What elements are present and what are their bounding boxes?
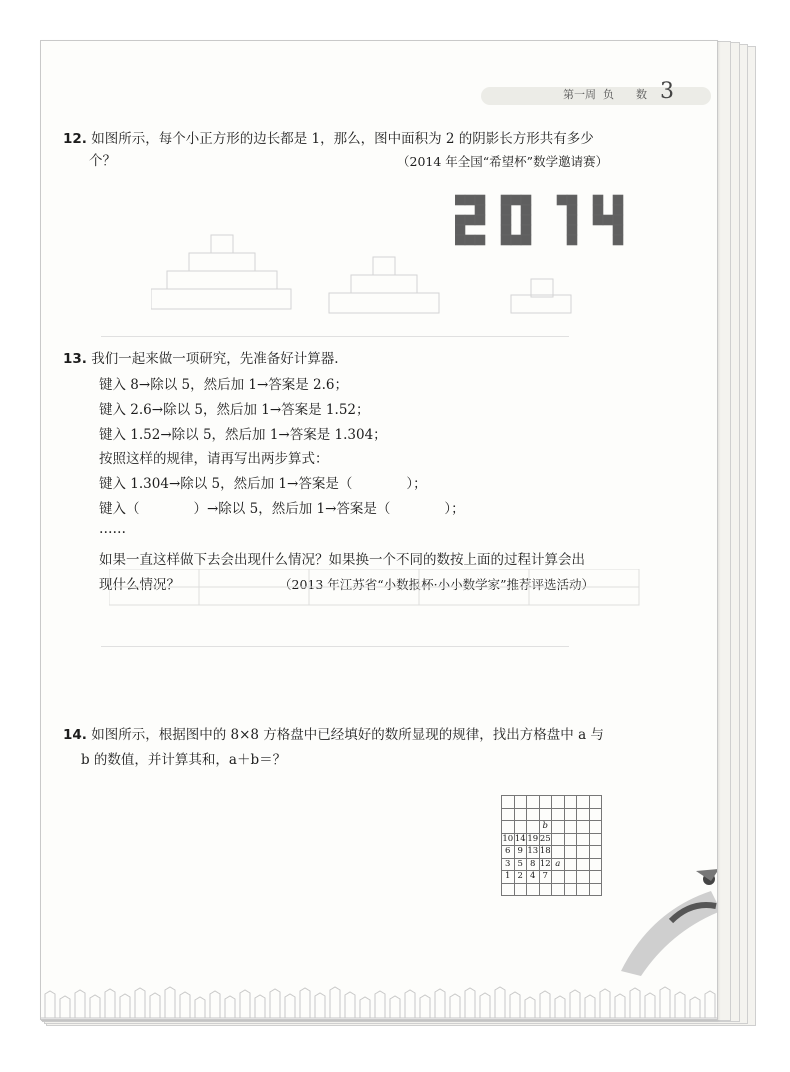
grid-row <box>502 796 602 809</box>
grid-cell <box>539 883 552 896</box>
figure-2014-cell <box>521 235 531 245</box>
fence-picket <box>45 991 55 1018</box>
q13-question-1: 如果一直这样做下去会出现什么情况？如果换一个不同的数按上面的过程计算会出 <box>99 552 585 568</box>
fence-picket <box>465 988 475 1018</box>
grid-cell <box>552 846 565 859</box>
fence-picket <box>495 987 505 1018</box>
fence-picket <box>105 989 115 1018</box>
q13-source: （2013 年江苏省“小数报杯·小小数学家”推荐评选活动） <box>279 577 595 592</box>
figure-2014-cell <box>455 235 465 245</box>
grid-cell <box>527 821 540 834</box>
header-topic: 负 数 <box>603 88 647 101</box>
fence-picket <box>270 989 280 1018</box>
grid-cell: 18 <box>539 846 551 857</box>
fence-picket <box>630 988 640 1018</box>
grid-cell <box>539 796 552 809</box>
figure-2014-cell <box>593 205 603 215</box>
figure-2014-cell <box>567 195 577 205</box>
grid-cell <box>564 808 577 821</box>
q13-step: 按照这样的规律，请再写出两步算式： <box>99 451 329 467</box>
bleed-through-text: ―――――――――――――――――――――――――――――――――――― <box>101 329 569 344</box>
figure-2014-cell <box>593 195 603 205</box>
figure-2014-cell <box>613 215 623 225</box>
grid-cell <box>564 846 577 859</box>
figure-2014-cell <box>613 195 623 205</box>
q13-question-2: 现什么情况？ <box>99 577 180 593</box>
q13-number: 13. <box>63 351 87 367</box>
grid-cell: 1 <box>502 871 515 884</box>
grid-cell: 19 <box>527 833 539 844</box>
figure-2014-cell <box>603 215 613 225</box>
figure-2014-cell <box>475 215 485 225</box>
figure-2014-cell <box>475 205 485 215</box>
q13-step-blank: 键入（ ）→除以 5，然后加 1→答案是（ ）； <box>99 501 465 517</box>
grid-cell: 13 <box>527 846 539 857</box>
q13-step: 键入 1.52→除以 5，然后加 1→答案是 1.304； <box>99 427 387 443</box>
fence-picket <box>690 997 700 1018</box>
grid-cell <box>564 796 577 809</box>
fence-picket <box>405 990 415 1018</box>
grid-cell: 2 <box>514 871 527 884</box>
header-chapter: 第一周 <box>563 88 596 101</box>
grid-row <box>502 833 602 846</box>
fence-picket <box>120 994 130 1018</box>
grid-cell <box>589 833 602 846</box>
fence-picket <box>450 994 460 1018</box>
q13-ellipsis: …… <box>99 521 126 537</box>
grid-cell: 25 <box>539 833 551 844</box>
figure-2014-cell <box>465 195 475 205</box>
number-grid-8x8 <box>501 795 602 896</box>
grid-row <box>502 808 602 821</box>
grid-cell <box>589 821 602 834</box>
figure-2014-cell <box>521 195 531 205</box>
grid-cell <box>564 821 577 834</box>
fence-picket <box>165 987 175 1018</box>
fence-picket <box>255 995 265 1018</box>
figure-2014-cell <box>455 195 465 205</box>
grid-cell <box>577 883 590 896</box>
fence-picket <box>585 995 595 1018</box>
grid-cell <box>577 858 590 871</box>
fence-picket <box>375 991 385 1018</box>
figure-2014-cell <box>455 215 465 225</box>
grid-cell <box>514 883 527 896</box>
grid-cell <box>527 796 540 809</box>
fence-picket <box>90 995 100 1018</box>
grid-cell: 9 <box>514 846 527 859</box>
q13-step: 键入 8→除以 5，然后加 1→答案是 2.6； <box>99 377 349 393</box>
grid-cell: a <box>552 858 565 871</box>
figure-2014-cell <box>511 195 521 205</box>
grid-cell <box>589 858 602 871</box>
grid-cell <box>552 821 565 834</box>
fence-picket <box>180 992 190 1018</box>
grid-cell <box>502 796 515 809</box>
grid-cell: 6 <box>502 846 515 859</box>
fence-picket <box>195 997 205 1018</box>
fence-picket <box>75 990 85 1018</box>
grid-row <box>502 883 602 896</box>
figure-2014-cell <box>475 235 485 245</box>
fence-picket <box>615 994 625 1018</box>
fence-picket <box>390 996 400 1018</box>
grid-cell <box>564 871 577 884</box>
figure-2014-cell <box>567 205 577 215</box>
grid-cell <box>552 883 565 896</box>
grid-cell <box>552 871 565 884</box>
grid-cell <box>552 796 565 809</box>
fence-picket <box>210 991 220 1018</box>
fence-picket <box>525 997 535 1018</box>
grid-cell <box>514 821 527 834</box>
grid-cell <box>514 808 527 821</box>
grid-cell: 10 <box>502 833 514 844</box>
grid-cell <box>577 846 590 859</box>
fence-picket <box>60 996 70 1018</box>
fence-picket <box>135 988 145 1018</box>
figure-2014-cell <box>613 205 623 215</box>
grid-cell <box>577 833 590 846</box>
q13-step: 键入 2.6→除以 5，然后加 1→答案是 1.52； <box>99 402 370 418</box>
fence-picket <box>315 993 325 1018</box>
q14-text-line1 <box>63 723 604 743</box>
figure-2014-cell <box>567 235 577 245</box>
figure-2014-cell <box>567 215 577 225</box>
q12-text-line1 <box>63 127 594 147</box>
grid-cell <box>564 883 577 896</box>
grid-cell <box>502 821 515 834</box>
fence-picket <box>510 992 520 1018</box>
grid-cell <box>589 871 602 884</box>
fence-picket <box>570 990 580 1018</box>
grid-cell <box>589 808 602 821</box>
grid-cell <box>552 833 565 846</box>
grid-row <box>502 846 602 859</box>
grid-cell: 7 <box>539 871 552 884</box>
figure-2014-cell <box>613 235 623 245</box>
grid-cell: 3 <box>502 858 515 871</box>
figure-2014-cell <box>501 195 511 205</box>
q13-intro: 我们一起来做一项研究，先准备好计算器. <box>91 351 339 367</box>
fence-picket <box>555 996 565 1018</box>
fence-picket <box>540 991 550 1018</box>
grid-row <box>502 858 602 871</box>
grid-cell <box>589 796 602 809</box>
bleed-through-text: ―――――――――――――――――――――――――――――――――――― <box>101 639 569 654</box>
q13-intro-line <box>63 347 339 367</box>
q14-stem-2: b 的数值，并计算其和，a＋b＝？ <box>81 752 287 768</box>
grid-cell <box>577 796 590 809</box>
fence-picket <box>285 994 295 1018</box>
fence-picket <box>345 992 355 1018</box>
grid-cell <box>539 808 552 821</box>
faint-pyramid-figures <box>151 231 591 351</box>
grid-cell <box>552 808 565 821</box>
fence-picket <box>150 993 160 1018</box>
header-band <box>481 87 711 105</box>
page-number: 3 <box>660 79 674 104</box>
decorative-bird-illustration <box>611 851 718 981</box>
grid-cell <box>564 833 577 846</box>
figure-2014-cell <box>501 235 511 245</box>
figure-2014-cell <box>465 235 475 245</box>
faint-table <box>109 569 649 609</box>
figure-2014-cell <box>501 215 511 225</box>
grid-cell <box>589 846 602 859</box>
q12-source: （2014 年全国“希望杯”数学邀请赛） <box>397 154 609 169</box>
figure-2014-cell <box>511 235 521 245</box>
grid-cell: 14 <box>514 833 526 844</box>
figure-2014-cell <box>521 205 531 215</box>
fence-picket <box>435 989 445 1018</box>
grid-cell <box>577 808 590 821</box>
figure-2014-cell <box>521 225 531 235</box>
grid-cell <box>564 858 577 871</box>
grid-cell: 8 <box>527 858 540 871</box>
fence-picket <box>300 988 310 1018</box>
grid-cell: 12 <box>539 858 551 869</box>
q14-number: 14. <box>63 727 87 743</box>
decorative-fence-border <box>41 971 717 1019</box>
grid-cell <box>527 883 540 896</box>
figure-2014-cell <box>501 205 511 215</box>
fence-picket <box>645 993 655 1018</box>
fence-picket <box>675 992 685 1018</box>
grid-cell: b <box>539 821 552 834</box>
q12-stem-2: 个？ <box>89 153 116 169</box>
fence-picket <box>420 995 430 1018</box>
fence-picket <box>705 991 715 1018</box>
figure-2014-cell <box>613 225 623 235</box>
grid-cell: 5 <box>514 858 527 871</box>
figure-2014-cell <box>465 215 475 225</box>
grid-row <box>502 871 602 884</box>
fence-picket <box>240 990 250 1018</box>
grid-row <box>502 821 602 834</box>
grid-cell <box>514 796 527 809</box>
grid-cell <box>589 883 602 896</box>
figure-2014-cell <box>567 225 577 235</box>
grid-cell <box>577 821 590 834</box>
grid-cell <box>502 883 515 896</box>
figure-2014-cell <box>593 215 603 225</box>
figure-2014 <box>455 193 635 249</box>
figure-2014-cell <box>455 225 465 235</box>
q14-stem-1: 如图所示，根据图中的 8×8 方格盘中已经填好的数所显现的规律，找出方格盘中 a 与 <box>91 727 604 743</box>
grid-cell <box>527 808 540 821</box>
fence-picket <box>330 987 340 1018</box>
figure-2014-cell <box>475 195 485 205</box>
fence-picket <box>225 996 235 1018</box>
grid-cell: 4 <box>527 871 540 884</box>
figure-2014-cell <box>557 195 567 205</box>
fence-picket <box>660 987 670 1018</box>
q13-step-blank: 键入 1.304→除以 5，然后加 1→答案是（ ）； <box>99 476 427 492</box>
q12-stem-1: 如图所示，每个小正方形的边长都是 1，那么，图中面积为 2 的阴影长方形共有多少 <box>91 131 594 147</box>
figure-2014-cell <box>521 215 531 225</box>
grid-cell <box>577 871 590 884</box>
workbook-page <box>40 40 718 1020</box>
grid-cell <box>502 808 515 821</box>
figure-2014-cell <box>501 225 511 235</box>
fence-picket <box>600 989 610 1018</box>
q12-number: 12. <box>63 131 87 147</box>
fence-picket <box>360 997 370 1018</box>
fence-picket <box>480 993 490 1018</box>
